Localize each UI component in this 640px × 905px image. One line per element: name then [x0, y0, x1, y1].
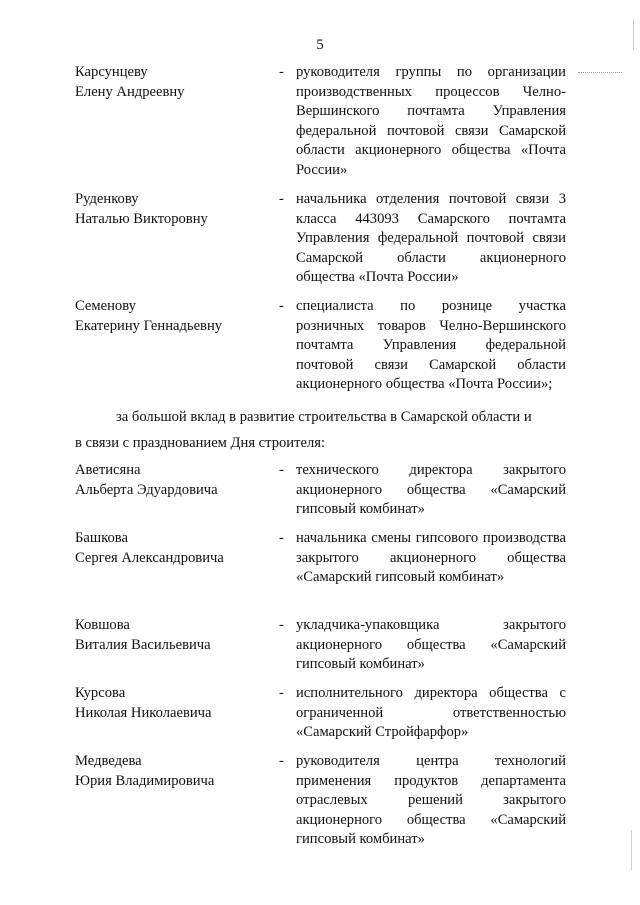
surname: Семенову [75, 298, 136, 314]
dash: - [279, 530, 284, 546]
surname: Ковшова [75, 617, 130, 633]
person-name [75, 190, 270, 229]
intro-paragraph-line2: в связи с празднованием Дня строителя: [75, 435, 326, 451]
person-name [75, 684, 270, 723]
given-names: Николая Николаевича [75, 704, 212, 721]
given-names: Наталью Викторовну [75, 210, 208, 227]
given-names: Альберта Эдуардовича [75, 481, 218, 498]
dash: - [279, 685, 284, 701]
surname: Руденкову [75, 191, 139, 207]
position-description: укладчика-упаковщика закрытого акционерного общества «Самарский гипсовый комбинат» [296, 617, 566, 672]
person-name [75, 63, 270, 102]
dash: - [279, 462, 284, 478]
person-name [75, 752, 270, 791]
dash: - [279, 298, 284, 314]
dash: - [279, 753, 284, 769]
person-name [75, 297, 270, 336]
given-names: Екатерину Геннадьевну [75, 317, 223, 334]
position-description: руководителя центра технологий применения продуктов департамента отраслевых решений закрытого акционерного общества «Самарский гипсовый комбинат» [296, 753, 566, 847]
position-description: специалиста по рознице участка розничных товаров Челно-Вершинского почтамта Управления федеральной почтовой связи Самарской области акционерного общества «Почта России»; [296, 298, 566, 392]
surname: Курсова [75, 685, 126, 701]
position-description: начальника смены гипсового производства закрытого акционерного общества «Самарский гипсовый комбинат» [296, 530, 566, 585]
page-number: 5 [316, 37, 324, 53]
person-name [75, 529, 270, 568]
person-name [75, 616, 270, 655]
position-description: технического директора закрытого акционерного общества «Самарский гипсовый комбинат» [296, 462, 566, 517]
given-names: Елену Андреевну [75, 83, 185, 100]
given-names: Сергея Александровича [75, 549, 224, 566]
dash: - [279, 191, 284, 207]
surname: Медведева [75, 753, 142, 769]
scan-edge-mark [625, 830, 632, 870]
surname: Башкова [75, 530, 128, 546]
position-description: начальника отделения почтовой связи 3 класса 443093 Самарского почтамта Управления федеральной почтовой связи Самарской области акционерного общества «Почта России» [296, 191, 566, 285]
given-names: Юрия Владимировича [75, 772, 215, 789]
person-name [75, 461, 270, 500]
margin-dotted-mark [578, 72, 622, 73]
dash: - [279, 64, 284, 80]
surname: Карсунцеву [75, 64, 148, 80]
given-names: Виталия Васильевича [75, 636, 211, 653]
position-description: исполнительного директора общества с ограниченной ответственностью «Самарский Стройфарфор» [296, 685, 566, 740]
intro-paragraph-line1: за большой вклад в развитие строительства в Самарской области и [116, 409, 532, 425]
dash: - [279, 617, 284, 633]
position-description: руководителя группы по организации производственных процессов Челно-Вершинского почтамта Управления федеральной почтовой связи Самарской области акционерного общества «Почта России» [296, 64, 566, 178]
surname: Аветисяна [75, 462, 141, 478]
